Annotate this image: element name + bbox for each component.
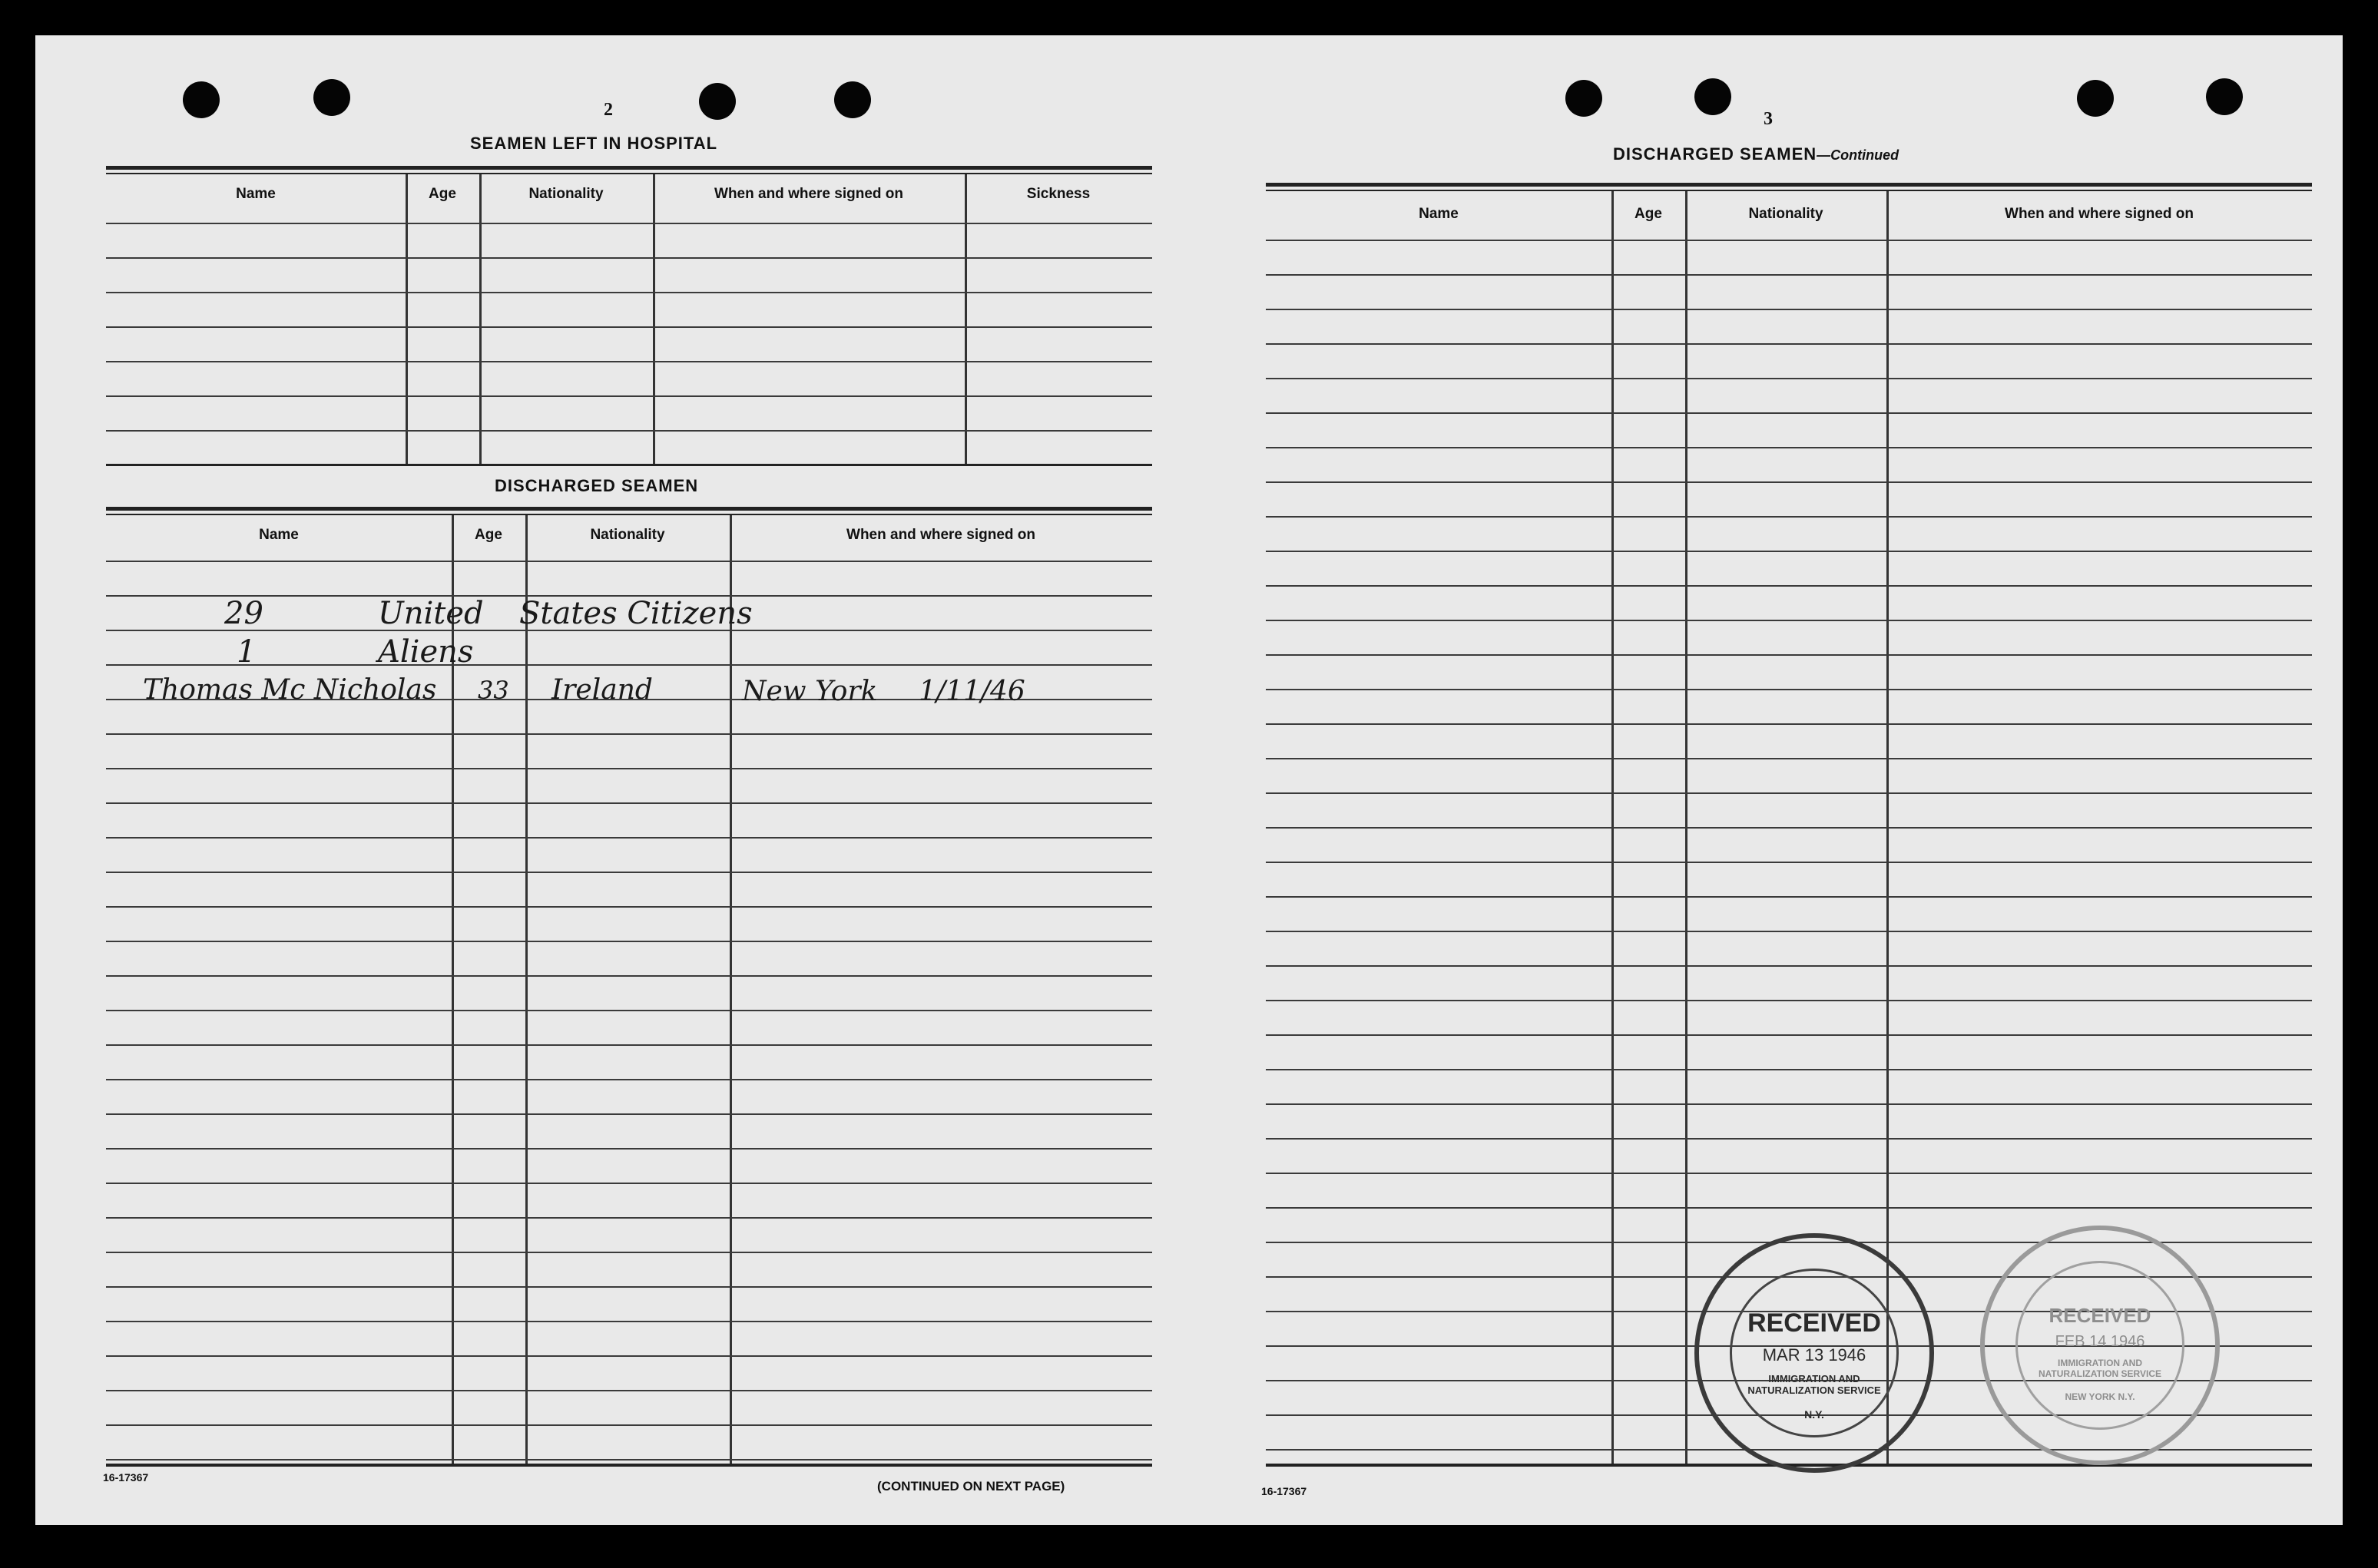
punch-hole — [1565, 80, 1602, 117]
discharged-row-line — [106, 1459, 1152, 1460]
right-table-row-line — [1266, 585, 2312, 587]
discharged-row-line — [106, 1321, 1152, 1322]
right-table-row-line — [1266, 240, 2312, 241]
discharged-row-line — [106, 1217, 1152, 1219]
discharged-column-header: When and where signed on — [846, 527, 1035, 543]
discharged-column-header: Age — [475, 527, 502, 543]
right-table-row-line — [1266, 827, 2312, 829]
discharged-row-line — [106, 1113, 1152, 1115]
punch-hole — [699, 83, 736, 120]
discharged-row-line — [106, 768, 1152, 769]
right-top-rule — [1266, 183, 2312, 187]
right-table-row-line — [1266, 1034, 2312, 1036]
discharged-row-line — [106, 872, 1152, 873]
right-table-row-line — [1266, 792, 2312, 794]
right-table-row-line — [1266, 343, 2312, 345]
right-table-column-header: Name — [1419, 206, 1459, 222]
discharged-row-line — [106, 1148, 1152, 1150]
received-stamp — [1694, 1233, 1934, 1473]
page-number-left: 2 — [604, 100, 613, 120]
right-table-column-header: Nationality — [1748, 206, 1823, 222]
handwritten-signed-on-date: 1/11/46 — [919, 676, 1025, 707]
right-table-row-line — [1266, 896, 2312, 898]
continued-note: (CONTINUED ON NEXT PAGE) — [877, 1479, 1065, 1494]
handwritten-citizens-text-1: United — [378, 596, 484, 631]
right-table-row-line — [1266, 1000, 2312, 1001]
right-table-row-line — [1266, 1138, 2312, 1140]
discharged-row-line — [106, 1355, 1152, 1357]
right-table-row-line — [1266, 309, 2312, 310]
ledger-sheet — [35, 35, 2343, 1525]
right-table-row-line — [1266, 551, 2312, 552]
stamp-place: N.Y. — [1804, 1408, 1824, 1421]
right-table-row-line — [1266, 620, 2312, 621]
right-table-row-line — [1266, 1069, 2312, 1070]
hospital-row-line — [106, 257, 1152, 259]
hospital-column-header: When and where signed on — [714, 186, 903, 202]
stamp-date: MAR 13 1946 — [1762, 1345, 1866, 1365]
handwritten-aliens-text: Aliens — [378, 634, 474, 670]
discharged-row-line — [106, 1424, 1152, 1426]
discharged-row-line — [106, 1183, 1152, 1184]
hospital-column-divider — [653, 174, 655, 464]
right-table-row-line — [1266, 412, 2312, 414]
discharged-row-line — [106, 561, 1152, 562]
stamp-heading: RECEIVED — [2048, 1304, 2151, 1327]
discharged-column-header: Nationality — [590, 527, 665, 543]
discharged-row-line — [106, 1010, 1152, 1011]
right-table-row-line — [1266, 1207, 2312, 1209]
form-number-right: 16-17367 — [1261, 1485, 1307, 1497]
stamp-heading: RECEIVED — [1747, 1308, 1881, 1338]
discharged-row-line — [106, 1044, 1152, 1046]
discharged-row-line — [106, 664, 1152, 666]
hospital-row-line — [106, 430, 1152, 432]
right-table-row-line — [1266, 965, 2312, 967]
hospital-column-header: Age — [429, 186, 456, 202]
right-top-rule-thin — [1266, 190, 2312, 191]
received-stamp-faint — [1980, 1226, 2220, 1465]
handwritten-alien-count: 1 — [237, 634, 257, 670]
right-table-row-line — [1266, 931, 2312, 932]
punch-hole — [183, 81, 220, 118]
discharged-row-line — [106, 1079, 1152, 1080]
page-number-right: 3 — [1764, 109, 1773, 129]
punch-hole — [1694, 78, 1731, 115]
punch-hole — [834, 81, 871, 118]
right-table-row-line — [1266, 516, 2312, 518]
discharged-top-rule — [106, 507, 1152, 511]
discharged-row-line — [106, 906, 1152, 908]
right-table-column-header: Age — [1634, 206, 1662, 222]
hospital-section-title: SEAMEN LEFT IN HOSPITAL — [470, 134, 718, 153]
right-table-row-line — [1266, 1173, 2312, 1174]
hospital-top-rule — [106, 166, 1152, 170]
form-number-left: 16-17367 — [103, 1471, 149, 1484]
hospital-column-header: Sickness — [1026, 186, 1091, 202]
discharged-section-title: DISCHARGED SEAMEN — [495, 476, 699, 495]
discharged-row-line — [106, 837, 1152, 839]
stamp-agency: IMMIGRATION AND NATURALIZATION SERVICE — [2038, 1358, 2161, 1379]
stamp-place: NEW YORK N.Y. — [2065, 1391, 2135, 1402]
right-table-row-line — [1266, 723, 2312, 725]
hospital-top-rule-thin — [106, 173, 1152, 174]
hospital-column-divider — [479, 174, 482, 464]
discharged-row-line — [106, 1390, 1152, 1391]
discharged-row-line — [106, 975, 1152, 977]
right-table-column-header: When and where signed on — [2005, 206, 2194, 222]
right-table-row-line — [1266, 447, 2312, 448]
stamp-date: FEB 14 1946 — [2055, 1333, 2145, 1350]
discharged-top-rule-thin — [106, 514, 1152, 515]
right-table-row-line — [1266, 1103, 2312, 1105]
handwritten-seaman-age: 33 — [478, 676, 509, 705]
right-title-main: DISCHARGED SEAMEN — [1613, 144, 1817, 164]
hospital-column-divider — [965, 174, 967, 464]
hospital-row-line — [106, 292, 1152, 293]
handwritten-seaman-name: Thomas Mc Nicholas — [143, 674, 437, 706]
right-table-row-line — [1266, 862, 2312, 863]
hospital-row-line — [106, 326, 1152, 328]
handwritten-citizen-count: 29 — [224, 596, 263, 631]
discharged-row-line — [106, 1286, 1152, 1288]
stamp-agency: IMMIGRATION AND NATURALIZATION SERVICE — [1747, 1373, 1881, 1396]
discharged-row-line — [106, 1252, 1152, 1253]
discharged-column-header: Name — [259, 527, 299, 543]
right-section-title — [1613, 144, 1899, 164]
right-title-suffix: —Continued — [1817, 147, 1899, 163]
discharged-row-line — [106, 733, 1152, 735]
punch-hole — [2077, 80, 2114, 117]
hospital-row-line — [106, 223, 1152, 224]
hospital-row-line — [106, 361, 1152, 362]
right-table-row-line — [1266, 689, 2312, 690]
hospital-column-divider — [406, 174, 408, 464]
punch-hole — [2206, 78, 2243, 115]
discharged-row-line — [106, 802, 1152, 804]
hospital-row-line — [106, 395, 1152, 397]
right-table-row-line — [1266, 378, 2312, 379]
handwritten-seaman-nationality: Ireland — [551, 674, 653, 706]
right-table-row-line — [1266, 758, 2312, 759]
handwritten-signed-on-place: New York — [742, 676, 878, 707]
handwritten-citizens-text-2: States Citizens — [519, 596, 753, 631]
hospital-bottom-rule — [106, 464, 1152, 466]
left-bottom-rule — [106, 1464, 1152, 1467]
hospital-column-header: Name — [236, 186, 276, 202]
punch-hole — [313, 79, 350, 116]
discharged-row-line — [106, 941, 1152, 942]
right-table-row-line — [1266, 274, 2312, 276]
hospital-column-header: Nationality — [528, 186, 604, 202]
right-table-row-line — [1266, 654, 2312, 656]
right-table-row-line — [1266, 481, 2312, 483]
